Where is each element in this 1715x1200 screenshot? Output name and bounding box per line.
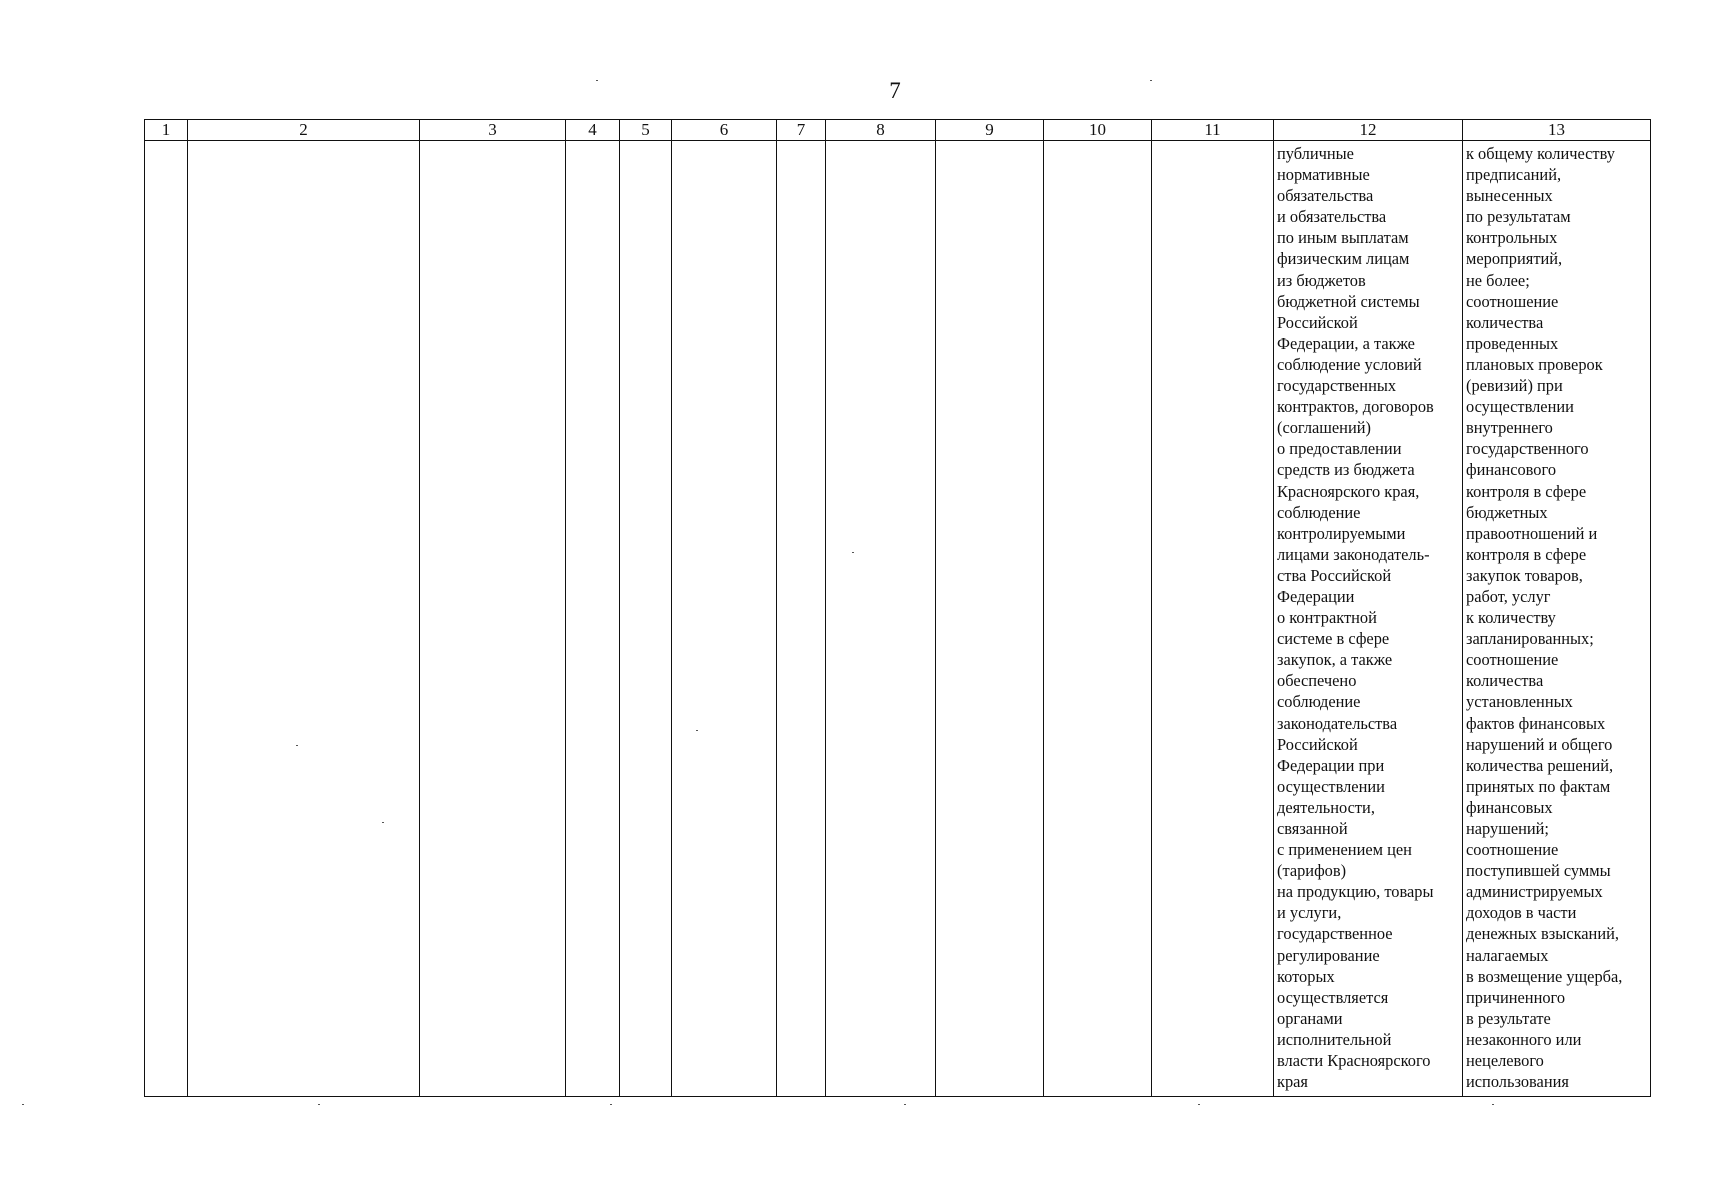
cell-line: из бюджетов: [1277, 270, 1366, 290]
cell-line: администрируемых: [1466, 882, 1603, 902]
cell-line: системе в сфере: [1277, 629, 1390, 649]
cell-line: нецелевого: [1466, 1051, 1544, 1071]
cell-line: плановых проверок: [1466, 354, 1603, 374]
table-cell: [936, 141, 1044, 1097]
cell-line: количества: [1466, 671, 1544, 691]
column-header: 11: [1152, 120, 1274, 141]
scan-speck: [1150, 80, 1152, 81]
document-table: [144, 119, 1651, 1097]
scan-speck: [610, 1104, 612, 1105]
cell-line: использования: [1466, 1072, 1569, 1092]
cell-line: осуществлении: [1277, 776, 1385, 796]
cell-line: причиненного: [1466, 987, 1566, 1007]
cell-line: мероприятий,: [1466, 249, 1563, 269]
column-header: 2: [188, 120, 420, 141]
cell-line: ства Российской: [1277, 565, 1392, 585]
cell-line: запланированных;: [1466, 629, 1594, 649]
cell-line: поступившей суммы: [1466, 861, 1611, 881]
scan-speck: [382, 822, 384, 823]
cell-line: нарушений и общего: [1466, 734, 1613, 754]
scan-speck: [596, 80, 598, 81]
cell-line: в результате: [1466, 1008, 1551, 1028]
cell-line: предписаний,: [1466, 165, 1562, 185]
cell-line: к количеству: [1466, 608, 1556, 628]
cell-line: публичные: [1277, 144, 1354, 163]
cell-line: нормативные: [1277, 165, 1370, 185]
column-header: 13: [1463, 120, 1651, 141]
cell-line: законодательства: [1277, 713, 1398, 733]
column-header: 3: [420, 120, 566, 141]
cell-line: средств из бюджета: [1277, 460, 1415, 480]
cell-line: к общему количеству: [1466, 144, 1615, 163]
table-cell: [1152, 141, 1274, 1097]
cell-line: о предоставлении: [1277, 439, 1402, 459]
column-header: 1: [145, 120, 188, 141]
table-cell: [1044, 141, 1152, 1097]
cell-line: соотношение: [1466, 291, 1559, 311]
col12-text: [1274, 141, 1462, 1092]
cell-line: фактов финансовых: [1466, 713, 1606, 733]
cell-line: финансового: [1466, 460, 1557, 480]
cell-line: Российской: [1277, 312, 1358, 332]
cell-line: Красноярского края,: [1277, 481, 1420, 501]
page-number: 7: [889, 78, 901, 103]
cell-line: закупок товаров,: [1466, 565, 1583, 585]
cell-line: закупок, а также: [1277, 650, 1393, 670]
cell-line: Федерации, а также: [1277, 333, 1415, 353]
cell-line: вынесенных: [1466, 186, 1553, 206]
cell-line: Федерации: [1277, 586, 1355, 606]
cell-line: по результатам: [1466, 207, 1571, 227]
column-header: 5: [620, 120, 672, 141]
cell-line: установленных: [1466, 692, 1573, 712]
cell-line: соотношение: [1466, 840, 1559, 860]
cell-line: на продукцию, товары: [1277, 882, 1434, 902]
col13-text: [1463, 141, 1650, 1092]
cell-line: принятых по фактам: [1466, 776, 1611, 796]
cell-line: обеспечено: [1277, 671, 1357, 691]
cell-line: в возмещение ущерба,: [1466, 966, 1623, 986]
scan-speck: [318, 1104, 320, 1105]
column-header: 12: [1274, 120, 1463, 141]
cell-line: контролируемыми: [1277, 523, 1406, 543]
cell-line: доходов в части: [1466, 903, 1577, 923]
cell-line: контроля в сфере: [1466, 481, 1587, 501]
scan-speck: [22, 1104, 24, 1105]
cell-line: и обязательства: [1277, 207, 1387, 227]
cell-line: денежных взысканий,: [1466, 924, 1619, 944]
cell-line: власти Красноярского: [1277, 1051, 1431, 1071]
table-row: [145, 141, 1651, 1097]
table-cell: [566, 141, 620, 1097]
cell-line: по иным выплатам: [1277, 228, 1409, 248]
cell-line: соблюдение условий: [1277, 354, 1422, 374]
table-cell: [777, 141, 826, 1097]
cell-line: государственного: [1466, 439, 1589, 459]
cell-line: внутреннего: [1466, 418, 1553, 438]
table-cell: [620, 141, 672, 1097]
cell-line: деятельности,: [1277, 797, 1375, 817]
cell-line: правоотношений и: [1466, 523, 1598, 543]
table-cell: [826, 141, 936, 1097]
cell-line: налагаемых: [1466, 945, 1549, 965]
cell-line: Российской: [1277, 734, 1358, 754]
cell-line: края: [1277, 1072, 1308, 1092]
scan-speck: [296, 745, 298, 746]
cell-line: обязательства: [1277, 186, 1374, 206]
cell-line: контрольных: [1466, 228, 1558, 248]
scan-speck: [696, 730, 698, 731]
scan-speck: [1198, 1104, 1200, 1105]
table-cell: [188, 141, 420, 1097]
cell-line: связанной: [1277, 819, 1348, 838]
cell-line: количества: [1466, 312, 1544, 332]
cell-line: Федерации при: [1277, 755, 1385, 775]
column-header: 4: [566, 120, 620, 141]
cell-line: контрактов, договоров: [1277, 397, 1434, 417]
cell-line: осуществляется: [1277, 987, 1389, 1007]
scan-speck: [904, 1104, 906, 1105]
table-cell-col13: [1463, 141, 1651, 1097]
cell-line: нарушений;: [1466, 819, 1549, 838]
cell-line: с применением цен: [1277, 840, 1412, 860]
cell-line: финансовых: [1466, 797, 1553, 817]
table-cell: [672, 141, 777, 1097]
column-number-row: [145, 120, 1651, 141]
cell-line: государственных: [1277, 376, 1397, 396]
table-cell: [420, 141, 566, 1097]
cell-line: осуществлении: [1466, 397, 1574, 417]
column-header: 10: [1044, 120, 1152, 141]
cell-line: проведенных: [1466, 333, 1559, 353]
cell-line: которых: [1277, 966, 1335, 986]
column-header: 7: [777, 120, 826, 141]
cell-line: работ, услуг: [1466, 586, 1551, 606]
cell-line: количества решений,: [1466, 755, 1614, 775]
cell-line: контроля в сфере: [1466, 544, 1587, 564]
cell-line: (соглашений): [1277, 418, 1371, 438]
cell-line: регулирование: [1277, 945, 1380, 965]
cell-line: соотношение: [1466, 650, 1559, 670]
cell-line: государственное: [1277, 924, 1393, 944]
column-header: 8: [826, 120, 936, 141]
cell-line: о контрактной: [1277, 608, 1377, 628]
cell-line: соблюдение: [1277, 502, 1361, 522]
cell-line: (тарифов): [1277, 861, 1347, 881]
cell-line: органами: [1277, 1008, 1343, 1028]
cell-line: соблюдение: [1277, 692, 1361, 712]
cell-line: исполнительной: [1277, 1029, 1392, 1049]
column-header: 9: [936, 120, 1044, 141]
cell-line: физическим лицам: [1277, 249, 1410, 269]
cell-line: незаконного или: [1466, 1029, 1582, 1049]
cell-line: бюджетной системы: [1277, 291, 1420, 311]
table-cell-col12: [1274, 141, 1463, 1097]
cell-line: (ревизий) при: [1466, 376, 1563, 396]
column-header: 6: [672, 120, 777, 141]
cell-line: и услуги,: [1277, 903, 1342, 923]
cell-line: лицами законодатель-: [1277, 544, 1430, 564]
cell-line: не более;: [1466, 270, 1530, 290]
scan-speck: [852, 552, 854, 553]
cell-line: бюджетных: [1466, 502, 1548, 522]
table-cell: [145, 141, 188, 1097]
scan-speck: [1492, 1104, 1494, 1105]
